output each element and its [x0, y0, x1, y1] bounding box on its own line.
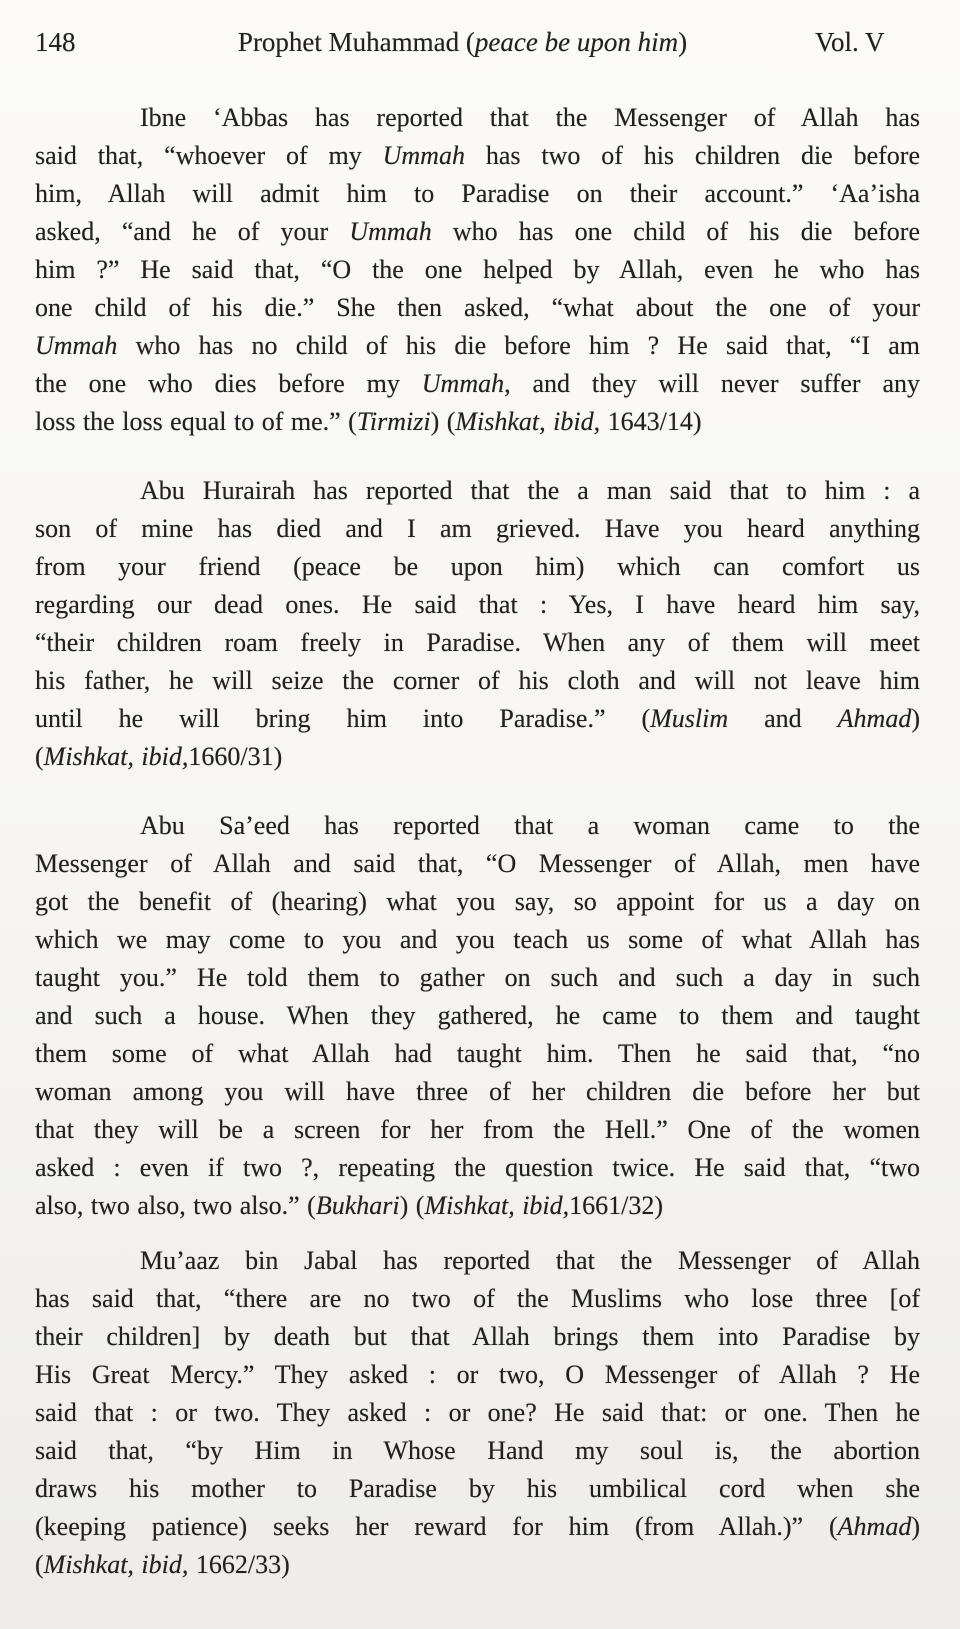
text-segment: His Great Mercy.” They asked : or two, O Messenger of Allah ? He [35, 1360, 920, 1389]
text-line [35, 883, 920, 921]
text-line [35, 1111, 920, 1149]
text-segment: said that, “by Him in Whose Hand my soul is, the abortion [35, 1436, 920, 1465]
text-line [35, 662, 920, 700]
text-line [35, 845, 920, 883]
text-line [35, 921, 920, 959]
text-segment: their children] by death but that Allah brings them into Paradise by [35, 1322, 920, 1351]
text-segment: ) [911, 1512, 920, 1541]
text-segment: (keeping patience) seeks her reward for him (from Allah.)” ( [35, 1512, 838, 1541]
text-segment: the one who dies before my [35, 369, 422, 398]
text-line [35, 327, 920, 365]
text-segment: his father, he will seize the corner of his cloth and will not leave him [35, 666, 920, 695]
text-segment: him ?” He said that, “O the one helped by Allah, even he who has [35, 255, 920, 284]
text-segment: ) [911, 704, 921, 733]
text-line [35, 700, 920, 738]
text-segment: Messenger of Allah and said that, “O Messenger of Allah, men have [35, 849, 920, 878]
text-line [35, 1432, 920, 1470]
text-segment: son of mine has died and I am grieved. Have you heard anything [35, 514, 920, 543]
text-segment: draws his mother to Paradise by his umbilical cord when she [35, 1474, 920, 1503]
text-segment: 1661/32) [569, 1191, 664, 1220]
text-segment: woman among you will have three of her children die before her but [35, 1077, 920, 1106]
running-title-suffix: ) [678, 27, 688, 57]
text-segment: Abu Sa’eed has reported that a woman came to the [140, 811, 920, 840]
text-segment: taught you.” He told them to gather on such and such a day in such [35, 963, 920, 992]
text-segment: them some of what Allah had taught him. Then he said that, “no [35, 1039, 920, 1068]
text-segment: one child of his die.” She then asked, “what about the one of your [35, 293, 920, 322]
text-line [35, 99, 920, 137]
text-segment: Mu’aaz bin Jabal has reported that the Messenger of Allah [140, 1246, 920, 1275]
text-segment: and [728, 704, 838, 733]
text-segment: asked, “and he of your [35, 217, 350, 246]
text-segment: “their children roam freely in Paradise. When any of them will meet [35, 628, 920, 657]
italic-text-segment: Muslim [650, 704, 729, 733]
italic-text-segment: Ummah [382, 141, 465, 170]
italic-text-segment: Ummah [349, 217, 432, 246]
text-line [35, 624, 920, 662]
text-segment: 1660/31) [188, 742, 283, 771]
text-line [35, 510, 920, 548]
page-number: 148 [35, 27, 76, 57]
text-segment: 1643/14) [600, 407, 702, 436]
text-line [35, 738, 920, 776]
text-line [35, 1470, 920, 1508]
text-body [35, 99, 920, 1584]
italic-text-segment: Ahmad [837, 1512, 912, 1541]
text-line [35, 365, 920, 403]
text-segment: , and they will never suffer any [504, 369, 920, 398]
text-segment: which we may come to you and you teach us some of what Allah has [35, 925, 920, 954]
text-line [35, 403, 920, 441]
text-segment: and such a house. When they gathered, he came to them and taught [35, 1001, 920, 1030]
text-line [35, 586, 920, 624]
text-line [35, 959, 920, 997]
text-line [35, 1073, 920, 1111]
italic-text-segment: Bukhari [315, 1191, 400, 1220]
text-line [35, 251, 920, 289]
text-segment: ) ( [430, 407, 456, 436]
text-segment: from your friend (peace be upon him) which can comfort us [35, 552, 920, 581]
text-line [35, 175, 920, 213]
paragraph [35, 1242, 920, 1584]
paragraph [35, 807, 920, 1225]
text-line [35, 1394, 920, 1432]
text-line [35, 997, 920, 1035]
text-line [35, 1035, 920, 1073]
text-line [35, 472, 920, 510]
text-segment: asked : even if two ?, repeating the question twice. He said that, “two [35, 1153, 920, 1182]
text-segment: said that : or two. They asked : or one? He said that: or one. Then he [35, 1398, 920, 1427]
text-segment: who has no child of his die before him ? He said that, “I am [117, 331, 920, 360]
text-line [35, 213, 920, 251]
italic-text-segment: Mishkat, ibid, [43, 742, 189, 771]
text-segment: said that, “whoever of my [35, 141, 383, 170]
text-line [35, 1546, 920, 1584]
paragraph [35, 99, 920, 441]
page-header [35, 26, 920, 58]
running-title-prefix: Prophet Muhammad ( [237, 27, 475, 57]
italic-text-segment: Mishkat, ibid, [43, 1550, 189, 1579]
text-line [35, 548, 920, 586]
text-segment: him, Allah will admit him to Paradise on their account.” ‘Aa’isha [35, 179, 920, 208]
text-segment: got the benefit of (hearing) what you say, so appoint for us a day on [35, 887, 920, 916]
text-segment: has two of his children die before [464, 141, 920, 170]
text-line [35, 1280, 920, 1318]
text-segment: regarding our dead ones. He said that : Yes, I have heard him say, [35, 590, 920, 619]
text-segment: Ibne ‘Abbas has reported that the Messenger of Allah has [140, 103, 920, 132]
text-segment: until he will bring him into Paradise.” ( [35, 704, 651, 733]
italic-text-segment: Tirmizi [356, 407, 431, 436]
text-segment: also, two also, two also.” ( [35, 1191, 316, 1220]
italic-text-segment: Ummah [35, 331, 118, 360]
text-segment: who has one child of his die before [431, 217, 921, 246]
running-title-italic: peace be upon him [474, 27, 679, 57]
text-segment: that they will be a screen for her from the Hell.” One of the women [35, 1115, 920, 1144]
text-segment: has said that, “there are no two of the Muslims who lose three [of [35, 1284, 920, 1313]
text-segment: ( [35, 742, 44, 771]
text-line [35, 1149, 920, 1187]
text-line [35, 1508, 920, 1546]
text-line [35, 1318, 920, 1356]
running-title [145, 26, 780, 58]
italic-text-segment: Mishkat, ibid, [455, 407, 601, 436]
text-segment: Abu Hurairah has reported that the a man said that to him : a [140, 476, 920, 505]
text-segment: ) ( [399, 1191, 425, 1220]
paragraph [35, 472, 920, 776]
italic-text-segment: Ummah [421, 369, 505, 398]
volume-label: Vol. V [815, 27, 885, 57]
text-segment: loss the loss equal to of me.” ( [35, 407, 357, 436]
text-line [35, 137, 920, 175]
text-line [35, 1187, 920, 1225]
text-line [35, 289, 920, 327]
text-segment: ( [35, 1550, 44, 1579]
text-line [35, 807, 920, 845]
italic-text-segment: Ahmad [837, 704, 912, 733]
text-segment: 1662/33) [188, 1550, 290, 1579]
text-line [35, 1356, 920, 1394]
italic-text-segment: Mishkat, ibid, [424, 1191, 570, 1220]
text-line [35, 1242, 920, 1280]
